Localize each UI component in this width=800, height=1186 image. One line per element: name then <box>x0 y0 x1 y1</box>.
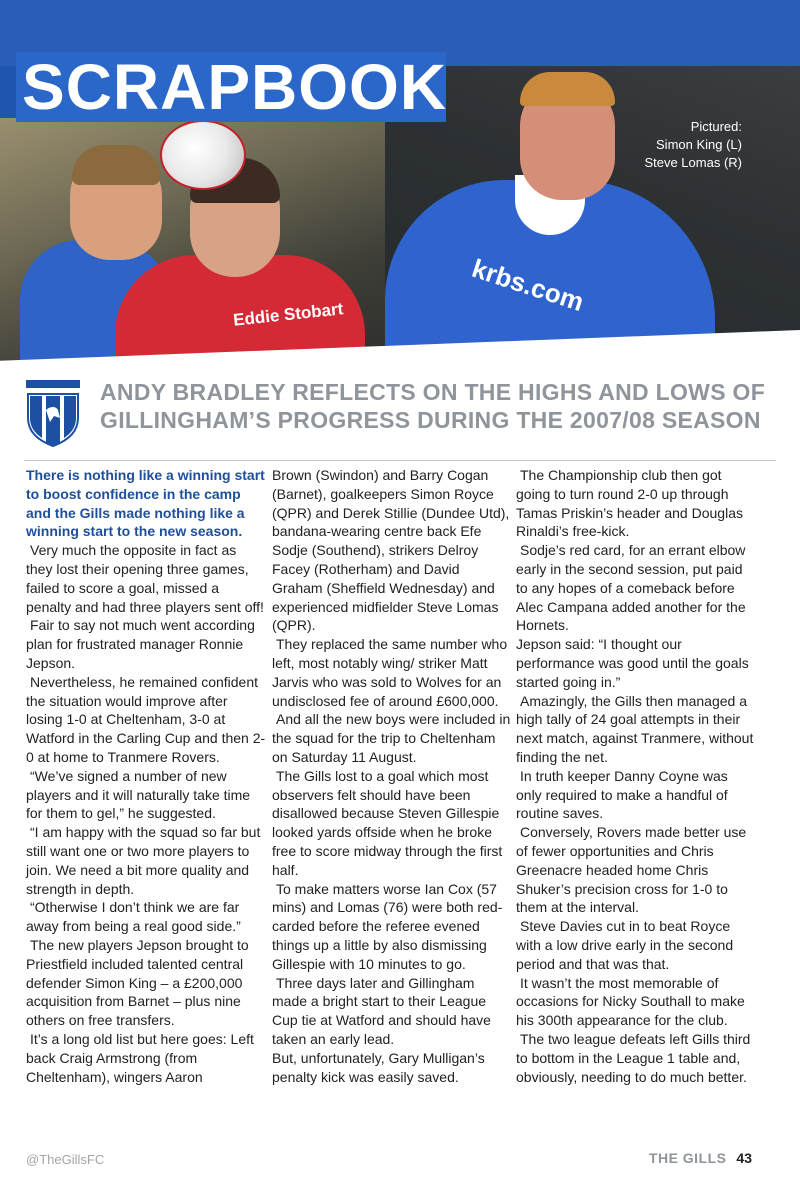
caption-line: Simon King (L) <box>656 137 742 152</box>
magazine-name: THE GILLS <box>648 1150 727 1166</box>
paragraph: To make matters worse Ian Cox (57 mins) and Lomas (76) were both red-carded before the referee evened things up a little by also dismissing Gillespie with 10 minutes to go. <box>272 880 503 972</box>
paragraph: The Championship club then got going to turn round 2-0 up through Tamas Priskin’s header and Douglas Rinaldi’s free-kick. <box>516 467 743 540</box>
player-hair-right <box>520 72 615 106</box>
football <box>160 120 246 190</box>
paragraph: The two league defeats left Gills third to bottom in the League 1 table and, obviously, needing to do much better. <box>516 1030 751 1085</box>
paragraph: Amazingly, the Gills then managed a high tally of 24 goal attempts in their next match, against Tranmere, without finding the net. <box>516 692 754 765</box>
paragraph: Very much the opposite in fact as they lost their opening three games, failed to score a goal, missed a penalty and had three players sent off! <box>26 542 264 615</box>
sponsor-right: krbs.com <box>468 252 588 318</box>
paragraph: But, unfortunately, Gary Mulligan’s penalty kick was easily saved. <box>272 1049 485 1085</box>
paragraph: Fair to say not much went according plan for frustrated manager Ronnie Jepson. <box>26 617 255 671</box>
page-title: SCRAPBOOK <box>22 51 448 123</box>
paragraph: The Gills lost to a goal which most observers felt should have been disallowed because Steven Gillespie looked yards offside when he broke free to score midway through the first half. <box>272 767 503 878</box>
page-footer <box>649 1150 752 1166</box>
paragraph: “We’ve signed a number of new players and it will naturally take time for them to gel,” he suggested. <box>26 767 251 822</box>
divider <box>24 460 776 461</box>
social-handle: @TheGillsFC <box>26 1152 105 1167</box>
paragraph: Brown (Swindon) and Barry Cogan (Barnet), goalkeepers Simon Royce (QPR) and Derek Stillie (Dundee Utd), bandana-wearing centre back Efe Sodje (Southend), strikers Delroy Facey (Rotherham) and David Graham (Sheffield Wednesday) and experienced midfielder Steve Lomas (QPR). <box>272 467 510 634</box>
hero-photo <box>0 0 800 365</box>
photo-caption <box>622 118 742 172</box>
sponsor-left: Eddie Stobart <box>232 299 345 330</box>
paragraph: In truth keeper Danny Coyne was only required to make a handful of routine saves. <box>516 767 728 822</box>
paragraph: Sodje’s red card, for an errant elbow early in the second session, put paid to any hopes of a comeback before Alec Campana added another for the Hornets. <box>516 542 746 634</box>
caption-line: Steve Lomas (R) <box>644 155 742 170</box>
article-intro: There is nothing like a winning start to boost confidence in the camp and the Gills made nothing like a winning start to the new season. <box>26 467 265 540</box>
paragraph: “I am happy with the squad so far but still want one or two more players to join. We need a bit more quality and strength in depth. <box>26 824 261 897</box>
paragraph: It wasn’t the most memorable of occasions for Nicky Southall to make his 300th appearance for the club. <box>516 974 745 1029</box>
article-column-3 <box>516 466 756 1086</box>
paragraph: It’s a long old list but here goes: Left back Craig Armstrong (from Cheltenham), wingers Aaron <box>26 1030 254 1085</box>
paragraph: Three days later and Gillingham made a bright start to their League Cup tie at Watford and should have taken an early lead. <box>272 974 491 1047</box>
article-column-1 <box>26 466 266 1086</box>
paragraph: And all the new boys were included in the squad for the trip to Cheltenham on Saturday 11 August. <box>272 711 511 765</box>
paragraph: Conversely, Rovers made better use of fewer opportunities and Chris Greenacre headed home Chris Shuker’s precision cross for 1-0 to them at the interval. <box>516 824 747 916</box>
paragraph: Nevertheless, he remained confident the situation would improve after losing 1-0 at Cheltenham, 3-0 at Watford in the Carling Cup and then 2-0 at home to Tranmere Rovers. <box>26 673 266 765</box>
paragraph: They replaced the same number who left, most notably wing/ striker Matt Jarvis who was sold to Wolves for an undisclosed fee of around £600,000. <box>272 636 508 709</box>
player-hair-left <box>72 145 160 185</box>
paragraph: “Otherwise I don’t think we are far away from being a real good side.” <box>26 899 241 935</box>
article-subheading: ANDY BRADLEY REFLECTS ON THE HIGHS AND LOWS OF GILLINGHAM’S PROGRESS DURING THE 2007/08 SEASON <box>100 379 766 433</box>
paragraph: Steve Davies cut in to beat Royce with a low drive early in the second period and that was that. <box>516 918 734 972</box>
paragraph: Jepson said: “I thought our performance was good until the goals started going in.” <box>516 636 749 690</box>
paragraph: The new players Jepson brought to Priestfield included talented central defender Simon King – a £200,000 acquisition from Barnet – plus nine others on free transfers. <box>26 936 249 1029</box>
caption-line: Pictured: <box>690 119 742 134</box>
club-crest-icon <box>24 378 82 448</box>
article-column-2 <box>272 466 512 1086</box>
page-number: 43 <box>736 1150 752 1166</box>
